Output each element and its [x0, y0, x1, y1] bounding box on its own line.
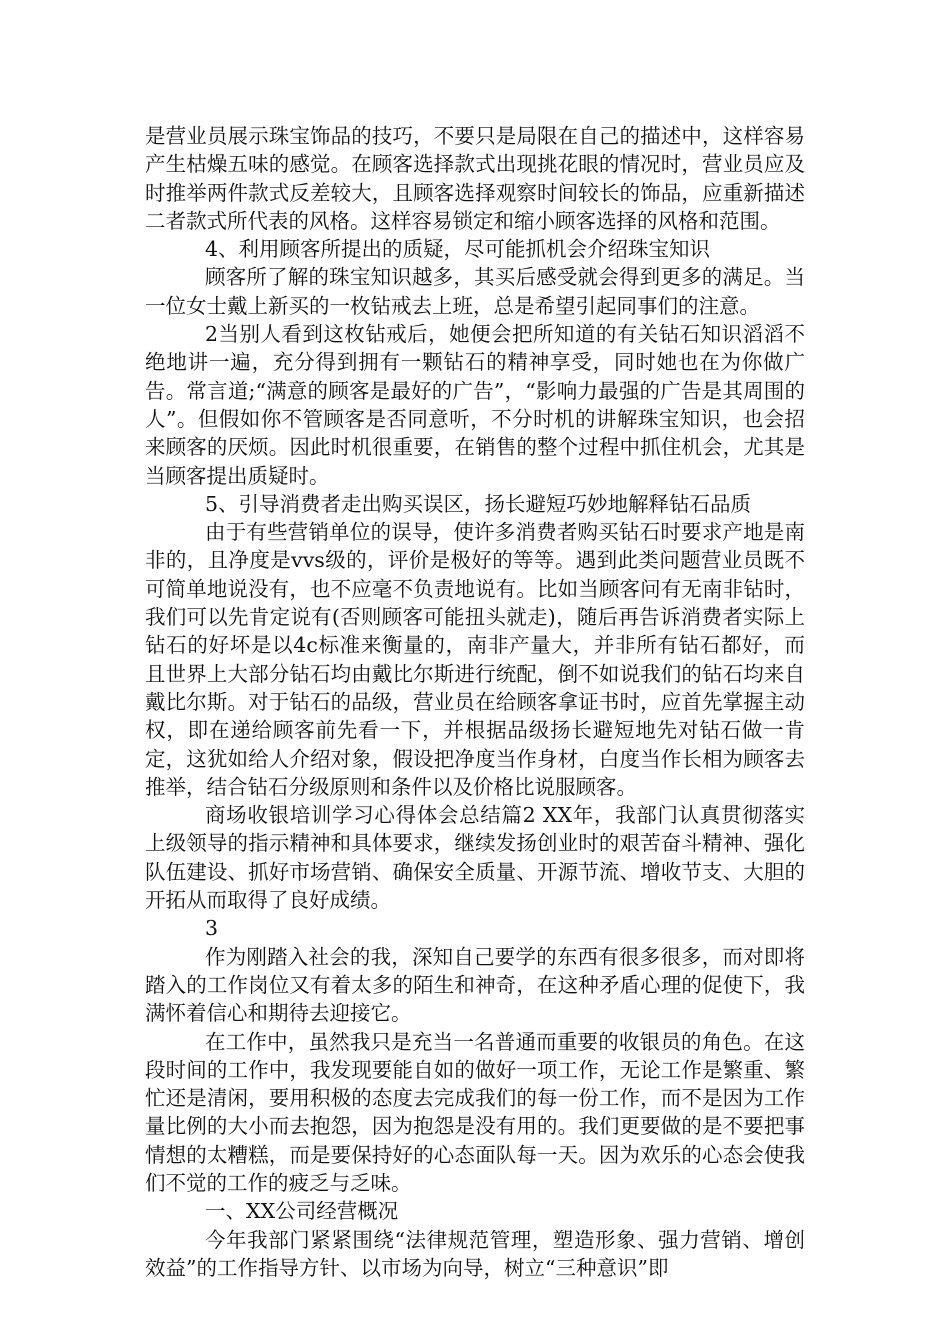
document-body	[145, 122, 805, 1282]
paragraph-summary-part-2: 商场收银培训学习心得体会总结篇2 XX年，我部门认真贯彻落实上级领导的指示精神和具体要求，继续发扬创业时的艰苦奋斗精神、强化队伍建设、抓好市场营销、确保安全质量、开源节流、增收节支、大胆的开拓从而取得了良好成绩。	[145, 803, 805, 913]
paragraph-jewelry-display-technique: 是营业员展示珠宝饰品的技巧，不要只是局限在自己的描述中，这样容易产生枯燥五味的感觉。在顾客选择款式出现挑花眼的情况时，营业员应及时推举两件款式反差较大，且顾客选择观察时间较长的饰品，应重新描述二者款式所代表的风格。这样容易锁定和缩小顾客选择的风格和范围。	[145, 124, 805, 233]
section-heading-4: 4、利用顾客所提出的质疑，尽可能抓机会介绍珠宝知识	[205, 237, 711, 262]
page-number-3: 3	[205, 916, 219, 941]
paragraph-customer-knowledge: 顾客所了解的珠宝知识越多，其买后感受就会得到更多的满足。当一位女士戴上新买的一枚钻戒去上班，总是希望引起同事们的注意。	[145, 265, 805, 318]
section-heading-company-overview: 一、XX公司经营概况	[205, 1199, 399, 1224]
paragraph-new-employee: 作为刚踏入社会的我，深知自己要学的东西有很多很多，而对即将踏入的工作岗位又有着太多的陌生和神奇，在这种矛盾心理的促使下，我满怀着信心和期待去迎接它。	[145, 944, 805, 1026]
section-heading-5: 5、引导消费者走出购买误区，扬长避短巧妙地解释钻石品质	[205, 491, 752, 516]
paragraph-diamond-advertising: 2当别人看到这枚钻戒后，她便会把所知道的有关钻石知识滔滔不绝地讲一遍，充分得到拥有一颗钻石的精神享受，同时她也在为你做广告。常言道;“满意的顾客是最好的广告”，“影响力最强的广告是其周围的人”。但假如你不管顾客是否同意听，不分时机的讲解珠宝知识，也会招来顾客的厌烦。因此时机很重要，在销售的整个过程中抓住机会，尤其是当顾客提出质疑时。	[145, 322, 805, 488]
paragraph-department-guidelines: 今年我部门紧紧围绕“法律规范管理，塑造形象、强力营销、增创效益”的工作指导方针、以市场为向导，树立“三种意识”即	[145, 1227, 805, 1280]
paragraph-diamond-quality: 由于有些营销单位的误导，使许多消费者购买钻石时要求产地是南非的，且净度是vvs级的，评价是极好的等等。遇到此类问题营业员既不可简单地说没有，也不应毫不负责地说有。比如当顾客问有无南非钻时，我们可以先肯定说有(否则顾客可能扭头就走)，随后再告诉消费者实际上钻石的好坏是以4c标准来衡量的，南非产量大，并非所有钻石都好，而且世界上大部分钻石均由戴比尔斯进行统配，倒不如说我们的钻石均来自戴比尔斯。对于钻石的品级，营业员在给顾客拿证书时，应首先掌握主动权，即在递给顾客前先看一下，并根据品级扬长避短地先对钻石做一肯定，这犹如给人介绍对象，假设把净度当作身材，白度当作长相为顾客去推举，结合钻石分级原则和条件以及价格比说服顾客。	[145, 520, 805, 799]
paragraph-cashier-role: 在工作中，虽然我只是充当一名普通而重要的收银员的角色。在这段时间的工作中，我发现要能自如的做好一项工作，无论工作是繁重、繁忙还是清闲，要用积极的态度去完成我们的每一份工作，而不是因为工作量比例的大小而去抱怨，因为抱怨是没有用的。我们更要做的是不要把事情想的太糟糕，而是要保持好的心态面队每一天。因为欢乐的心态会使我们不觉的工作的疲乏与乏味。	[145, 1029, 805, 1195]
